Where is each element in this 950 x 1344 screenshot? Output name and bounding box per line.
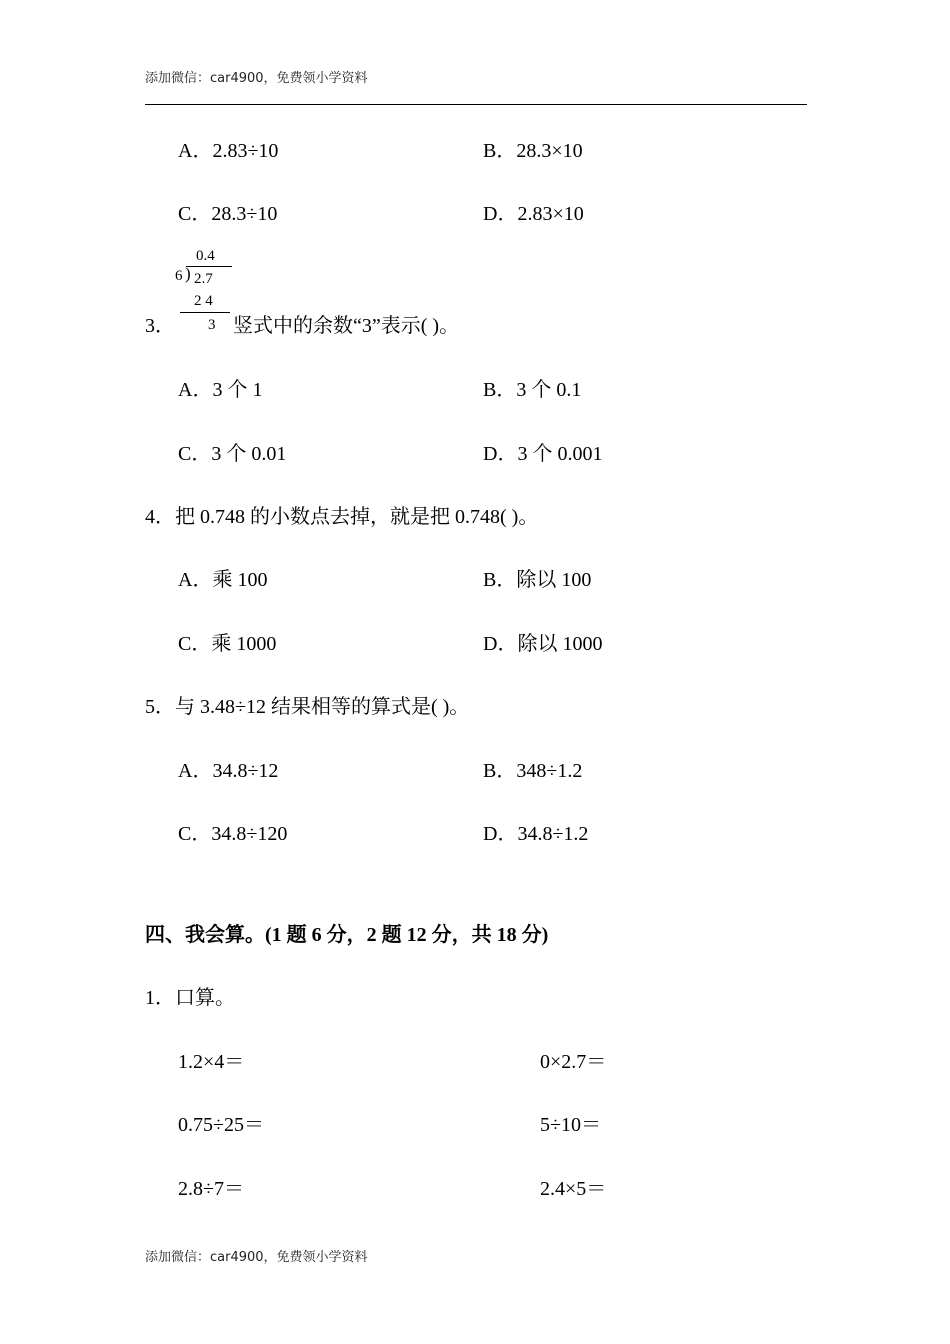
- q3-option-c: C．3 个 0.01: [178, 443, 287, 465]
- q2-option-b: B．28.3×10: [483, 140, 583, 162]
- division-quotient: 0.4: [196, 248, 215, 264]
- division-remainder: 3: [208, 317, 216, 333]
- calc-item: 1.2×4＝: [178, 1051, 245, 1073]
- q3-text: 竖式中的余数“3”表示( )。: [233, 315, 460, 337]
- calc-item: 0×2.7＝: [540, 1051, 607, 1073]
- q4-text: 4．把 0.748 的小数点去掉，就是把 0.748( )。: [145, 506, 539, 528]
- q3-number: 3．: [145, 315, 175, 337]
- division-dividend: 2.7: [194, 271, 213, 287]
- q2-option-c: C．28.3÷10: [178, 203, 278, 225]
- header-rule: [145, 104, 807, 105]
- division-bar: [186, 266, 232, 267]
- division-subtraction-line: [180, 312, 230, 313]
- q5-option-c: C．34.8÷120: [178, 823, 288, 845]
- section-4-title: 四、我会算。(1 题 6 分，2 题 12 分，共 18 分): [145, 924, 549, 946]
- q4-option-c: C．乘 1000: [178, 633, 277, 655]
- q3-option-a: A．3 个 1: [178, 379, 263, 401]
- q4-option-d: D．除以 1000: [483, 633, 603, 655]
- calc-item: 0.75÷25＝: [178, 1114, 264, 1136]
- division-divisor: 6: [175, 268, 183, 284]
- q3-option-b: B．3 个 0.1: [483, 379, 582, 401]
- q2-option-a: A．2.83÷10: [178, 140, 279, 162]
- q5-option-a: A．34.8÷12: [178, 760, 279, 782]
- q5-option-d: D．34.8÷1.2: [483, 823, 589, 845]
- long-division-figure: [172, 246, 242, 338]
- calc-item: 2.8÷7＝: [178, 1178, 244, 1200]
- section-4-q1: 1．口算。: [145, 987, 235, 1009]
- q5-text: 5．与 3.48÷12 结果相等的算式是( )。: [145, 696, 470, 718]
- division-product: 2 4: [194, 293, 213, 309]
- q3-option-d: D．3 个 0.001: [483, 443, 603, 465]
- q5-option-b: B．348÷1.2: [483, 760, 583, 782]
- division-bracket: ): [185, 264, 191, 283]
- q2-option-d: D．2.83×10: [483, 203, 584, 225]
- page-footer: 添加微信：car4900，免费领小学资料: [145, 1250, 368, 1265]
- calc-item: 2.4×5＝: [540, 1178, 607, 1200]
- page-header: 添加微信：car4900，免费领小学资料: [145, 71, 368, 86]
- q4-option-b: B．除以 100: [483, 569, 592, 591]
- q4-option-a: A．乘 100: [178, 569, 268, 591]
- calc-item: 5÷10＝: [540, 1114, 601, 1136]
